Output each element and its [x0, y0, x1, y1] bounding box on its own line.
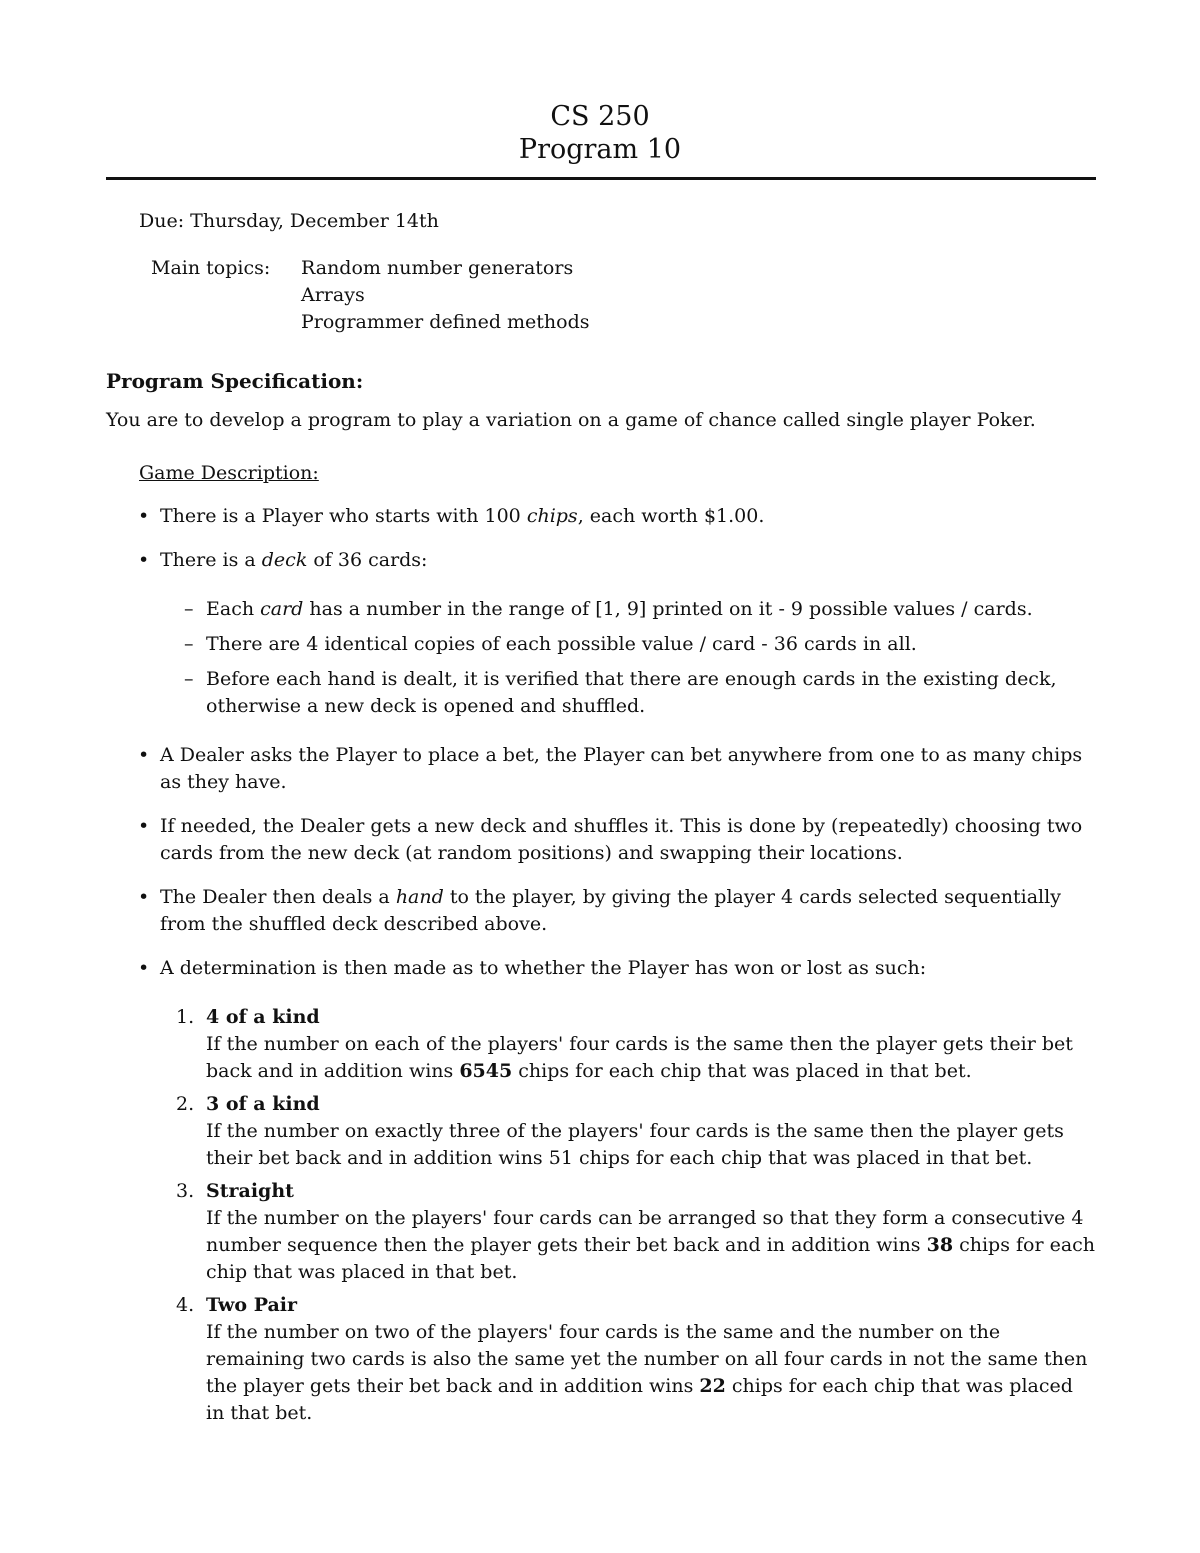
text-run: There is a	[160, 549, 262, 571]
text-run: Each	[206, 598, 261, 620]
emphasis-card: card	[260, 598, 304, 620]
game-description-label: Game Description:	[139, 462, 319, 484]
text-run: A determination is then made as to whether the Player has won or lost as such:	[160, 957, 927, 979]
outcome-number: 3.	[176, 1180, 195, 1202]
outcome-description	[206, 1319, 1096, 1427]
document-body	[106, 208, 1096, 1444]
outcome-number: 4.	[176, 1294, 195, 1316]
topic-item: Programmer defined methods	[301, 311, 590, 333]
outcome-number: 1.	[176, 1006, 195, 1028]
header-rule	[106, 177, 1096, 180]
main-topics-list	[301, 255, 590, 336]
text-run: to the player, by giving the player 4 cards selected sequentially from the shuffled deck described above.	[160, 886, 1061, 935]
document-header	[0, 100, 1200, 166]
list-item: • A Dealer asks the Player to place a bet, the Player can bet anywhere from one to as many chips as they have.	[106, 742, 1096, 796]
outcome-number: 2.	[176, 1093, 195, 1115]
text-run: The Dealer then deals a	[160, 886, 396, 908]
text-run: has a number in the range of [1, 9] printed on it - 9 possible values / cards.	[303, 598, 1033, 620]
outcome-title: 3 of a kind	[206, 1093, 320, 1115]
outcome-description	[206, 1118, 1096, 1172]
list-item	[106, 503, 1096, 530]
list-item	[160, 596, 1096, 623]
list-item: – There are 4 identical copies of each possible value / card - 36 cards in all.	[160, 631, 1096, 658]
deck-details-list	[160, 596, 1096, 720]
list-item	[106, 955, 1096, 1427]
text-run: chips for each chip that was placed in that bet.	[206, 1234, 1096, 1283]
text-run: of 36 cards:	[307, 549, 428, 571]
text-run: chips for each chip that was placed in that bet.	[572, 1147, 1033, 1169]
outcome-list	[160, 1004, 1096, 1427]
text-run: chips for each chip that was placed in that bet.	[512, 1060, 972, 1082]
section-heading-program-specification: Program Specification:	[106, 369, 364, 393]
emphasis-deck: deck	[261, 549, 308, 571]
text-run: If the number on two of the players' four cards is the same and the number on the remaining two cards is also the same yet the number on all four cards in not the same then the player gets their bet back and in addition wins	[206, 1321, 1088, 1397]
main-topics-label: Main topics:	[151, 257, 271, 279]
list-item: – Before each hand is dealt, it is verified that there are enough cards in the existing deck, otherwise a new deck is opened and shuffled.	[160, 666, 1096, 720]
payout-amount: 22	[699, 1375, 726, 1397]
list-item	[106, 547, 1096, 720]
outcome-title: Two Pair	[206, 1294, 298, 1316]
due-date: Due: Thursday, December 14th	[139, 210, 439, 232]
outcome-item	[160, 1091, 1096, 1172]
emphasis-chips: chips	[526, 505, 578, 527]
payout-amount: 6545	[459, 1060, 513, 1082]
text-run: , each worth $1.00.	[577, 505, 765, 527]
outcome-item	[160, 1292, 1096, 1427]
text-run: If the number on exactly three of the players' four cards is the same then the player gets their bet back and in addition wins	[206, 1120, 1064, 1169]
outcome-title: Straight	[206, 1180, 294, 1202]
course-title: CS 250	[550, 101, 650, 132]
payout-amount: 51	[548, 1147, 573, 1169]
text-run: If the number on each of the players' four cards is the same then the player gets their bet back and in addition wins	[206, 1033, 1073, 1082]
list-item	[106, 884, 1096, 938]
program-title: Program 10	[518, 134, 682, 165]
text-run: chips for each chip that was placed in that bet.	[206, 1375, 1073, 1424]
intro-paragraph: You are to develop a program to play a variation on a game of chance called single player Poker.	[106, 409, 1036, 431]
outcome-item	[160, 1004, 1096, 1085]
topic-item: Random number generators	[301, 257, 574, 279]
text-run: There is a Player who starts with 100	[160, 505, 527, 527]
outcome-item	[160, 1178, 1096, 1286]
text-run: If the number on the players' four cards can be arranged so that they form a consecutive 4 number sequence then the player gets their bet back and in addition wins	[206, 1207, 1084, 1256]
topic-item: Arrays	[301, 284, 365, 306]
outcome-title: 4 of a kind	[206, 1006, 320, 1028]
game-description-list	[106, 503, 1096, 1427]
payout-amount: 38	[926, 1234, 954, 1256]
list-item: • If needed, the Dealer gets a new deck and shuffles it. This is done by (repeatedly) choosing two cards from the new deck (at random positions) and swapping their locations.	[106, 813, 1096, 867]
emphasis-hand: hand	[395, 886, 444, 908]
outcome-description	[206, 1205, 1096, 1286]
outcome-description	[206, 1031, 1096, 1085]
main-topics	[151, 255, 1096, 336]
